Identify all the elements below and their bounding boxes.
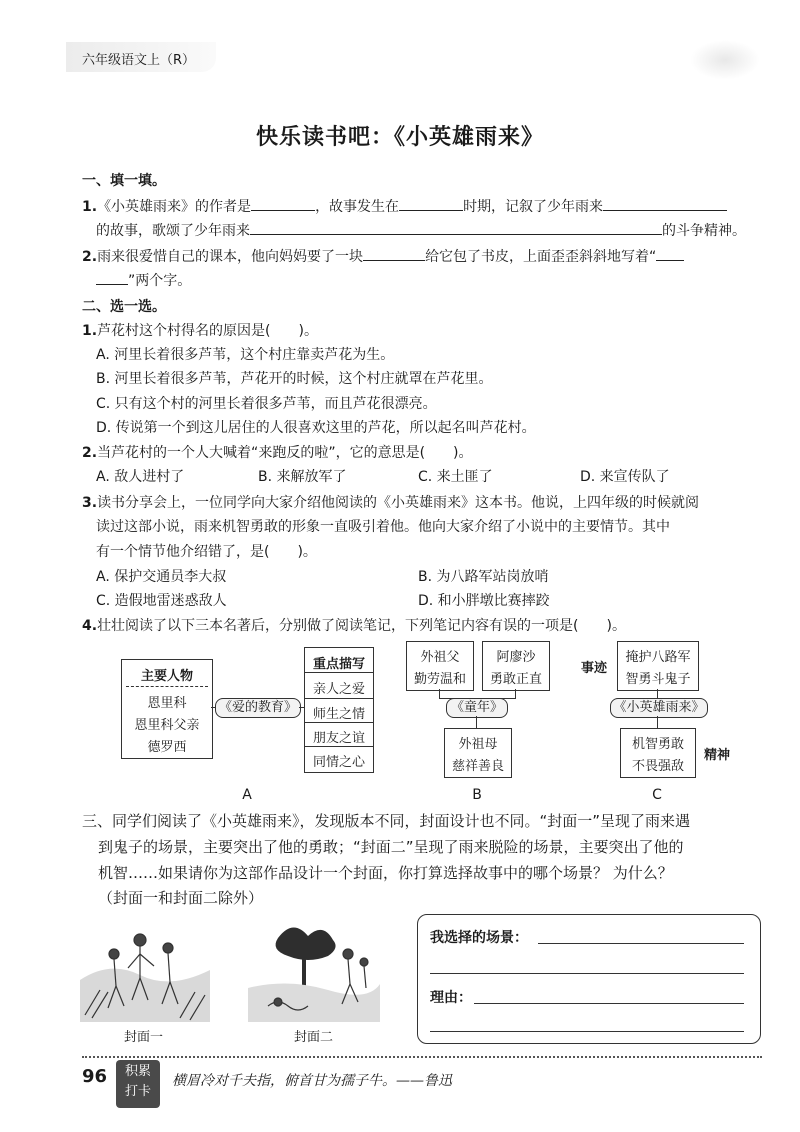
diagram-a-focus-2: 师生之情 — [312, 707, 365, 722]
diagram-a-char-3: 德罗西 — [147, 740, 187, 755]
footer-quote: 横眉冷对千夫指，俯首甘为孺子牛。——鲁迅 — [172, 1073, 452, 1089]
footer-divider — [82, 1056, 762, 1058]
connector — [515, 689, 516, 698]
diagram-b-grandmother: 外祖母 — [458, 737, 498, 752]
s2-q1-text: 芦花村这个村得名的原因是( )。 — [97, 323, 318, 339]
s2-q2-text: 当芦花村的一个人大喊着“来跑反的啦”，它的意思是( )。 — [97, 445, 473, 461]
s2-q3-l1: 读书分享会上，一位同学向大家介绍他阅读的《小英雄雨来》这本书。他说，上四年级的时候就阅 — [97, 495, 700, 511]
answer-scene-label: 我选择的场景： — [430, 930, 528, 946]
diagram-a-label: A — [242, 787, 252, 803]
s2-q3-line1 — [82, 492, 699, 512]
diagram-c-deeds-tag: 事迹 — [581, 661, 608, 676]
blank-spirit[interactable] — [250, 220, 662, 235]
answer-box — [417, 914, 761, 1044]
cover1-illustration — [80, 920, 210, 1022]
divider — [305, 722, 373, 723]
diagram-c-spirit-1: 机智勇敢 — [631, 737, 684, 752]
s2-q3-opt-d[interactable]: D. 和小胖墩比赛摔跤 — [418, 593, 550, 609]
s1-q1-t2: ，故事发生在 — [315, 199, 400, 215]
s2-q3-num: 3. — [82, 495, 98, 511]
diagram-b-grandfather-trait: 勤劳温和 — [413, 672, 466, 687]
blank-author[interactable] — [251, 196, 315, 211]
s1-q1-line1 — [82, 196, 727, 216]
diagram-a-focus-box — [304, 647, 374, 773]
diagram-c-deed-2: 智勇斗鬼子 — [625, 672, 691, 687]
diagram-c-deeds-box — [617, 641, 699, 691]
s1-q1-t5: 的斗争精神。 — [662, 223, 746, 239]
corner-decoration — [690, 40, 760, 80]
diagram-b-box-grandmother — [444, 728, 512, 778]
s2-q3-opt-b[interactable]: B. 为八路军站岗放哨 — [418, 569, 549, 585]
s3-line3: 机智……如果请你为这部作品设计一个封面，你打算选择故事中的哪个场景？ 为什么？ — [98, 864, 673, 882]
diagram-b-label: B — [472, 787, 482, 803]
s2-q2-opt-b[interactable]: B. 来解放军了 — [258, 469, 347, 485]
answer-reason-label: 理由： — [430, 990, 472, 1006]
subject-label: 六年级语文上（R） — [82, 53, 196, 68]
s1-q2-line2 — [96, 270, 191, 290]
s2-q2 — [82, 442, 473, 462]
cover2-caption: 封面二 — [294, 1030, 334, 1045]
answer-line-4[interactable] — [430, 1031, 744, 1032]
connector — [657, 689, 658, 698]
diagram-a-book: 《爱的教育》 — [215, 698, 301, 718]
divider — [126, 686, 208, 687]
s2-q2-opt-c[interactable]: C. 来土匪了 — [418, 469, 493, 485]
divider — [305, 672, 373, 673]
divider — [305, 698, 373, 699]
badge-line1: 积累 — [124, 1064, 151, 1079]
connector — [476, 716, 477, 728]
diagram-b-alyosha-trait: 勇敢正直 — [489, 672, 542, 687]
diagram-a-char-1: 恩里科 — [147, 696, 187, 711]
blank-period[interactable] — [399, 196, 463, 211]
s2-q3-opt-a[interactable]: A. 保护交通员李大叔 — [96, 569, 227, 585]
s1-q1-t4: 的故事，歌颂了少年雨来 — [96, 223, 250, 239]
diagram-b-box-grandfather — [406, 641, 474, 691]
diagram-a-focus-4: 同情之心 — [312, 755, 365, 770]
s2-q3-l3: 有一个情节他介绍错了，是( )。 — [96, 544, 317, 560]
answer-scene-line[interactable] — [538, 943, 744, 944]
diagram-c-book: 《小英雄雨来》 — [610, 698, 708, 718]
diagram-b-box-alyosha — [482, 641, 550, 691]
s2-q1-opt-c[interactable]: C. 只有这个村的河里长着很多芦苇，而且芦花很漂亮。 — [96, 396, 437, 412]
s2-q3-l2: 读过这部小说，雨来机智勇敢的形象一直吸引着他。他向大家介绍了小说中的主要情节。其中 — [96, 519, 670, 535]
diagram-a-focus-title: 重点描写 — [312, 657, 365, 672]
s2-q1-opt-d[interactable]: D. 传说第一个到这儿居住的人很喜欢这里的芦花，所以起名叫芦花村。 — [96, 420, 536, 436]
s2-q4-num: 4. — [82, 618, 98, 634]
diagram-a-characters-box — [121, 659, 213, 759]
s1-q2-line1 — [82, 246, 684, 266]
blank-words-b[interactable] — [96, 270, 128, 285]
s2-q1-num: 1. — [82, 323, 98, 339]
divider — [305, 746, 373, 747]
diagram-a-focus-3: 朋友之谊 — [312, 731, 365, 746]
diagram-c-spirit-box — [620, 728, 696, 778]
section2-heading: 二、选一选。 — [82, 299, 166, 315]
subject-tag — [66, 42, 216, 72]
s2-q1-opt-a[interactable]: A. 河里长着很多芦苇，这个村庄靠卖芦花为生。 — [96, 347, 395, 363]
s3-line2: 到鬼子的场景，主要突出了他的勇敢；“封面二”呈现了雨来脱险的场景，主要突出了他的 — [98, 838, 684, 856]
s1-q1-line2 — [96, 220, 746, 240]
diagram-b-alyosha: 阿廖沙 — [496, 650, 536, 665]
s1-q2-t2: 给它包了书皮，上面歪歪斜斜地写着“ — [425, 249, 657, 265]
s1-q1-num: 1. — [82, 199, 98, 215]
section1-heading: 一、填一填。 — [82, 173, 166, 189]
s1-q2-num: 2. — [82, 249, 98, 265]
diagram-a-char-2: 恩里科父亲 — [134, 718, 200, 733]
s3-line1: 三、同学们阅读了《小英雄雨来》，发现版本不同，封面设计也不同。“封面一”呈现了雨来遇 — [82, 812, 691, 830]
diagram-b-grandfather: 外祖父 — [420, 650, 460, 665]
accumulate-badge — [116, 1060, 160, 1108]
cover1-caption: 封面一 — [124, 1030, 164, 1045]
s2-q2-num: 2. — [82, 445, 98, 461]
s3-line4: （封面一和封面二除外） — [98, 889, 264, 907]
page-number: 96 — [82, 1066, 108, 1087]
diagram-c-label: C — [652, 787, 662, 803]
s1-q1-t3: 时期，记叙了少年雨来 — [463, 199, 604, 215]
diagram-c-deed-1: 掩护八路军 — [625, 650, 691, 665]
page-title: 快乐读书吧：《小英雄雨来》 — [255, 125, 544, 150]
s1-q1-t1: 《小英雄雨来》的作者是 — [97, 199, 252, 215]
s2-q2-opt-d[interactable]: D. 来宣传队了 — [580, 469, 670, 485]
diagram-a-characters-title: 主要人物 — [140, 669, 193, 684]
s2-q4-text: 壮壮阅读了以下三本名著后，分别做了阅读笔记，下列笔记内容有误的一项是( )。 — [97, 618, 626, 634]
s2-q3-opt-c[interactable]: C. 造假地雷迷惑敌人 — [96, 593, 227, 609]
s2-q2-opt-a[interactable]: A. 敌人进村了 — [96, 469, 185, 485]
blank-story[interactable] — [603, 196, 727, 211]
badge-line2: 打卡 — [124, 1084, 151, 1099]
blank-words-a[interactable] — [656, 246, 684, 261]
s2-q1-opt-b[interactable]: B. 河里长着很多芦苇，芦花开的时候，这个村庄就罩在芦花里。 — [96, 371, 493, 387]
diagram-b-book: 《童年》 — [446, 698, 508, 718]
answer-line-2[interactable] — [430, 973, 744, 974]
answer-reason-line[interactable] — [474, 1003, 744, 1004]
blank-cover[interactable] — [363, 246, 425, 261]
diagram-a-focus-1: 亲人之爱 — [312, 682, 365, 697]
diagram-c-spirit-2: 不畏强敌 — [631, 759, 684, 774]
diagram-b-grandmother-trait: 慈祥善良 — [451, 759, 504, 774]
connector — [657, 716, 658, 728]
s2-q1 — [82, 320, 318, 340]
s1-q2-t1: 雨来很爱惜自己的课本，他向妈妈要了一块 — [97, 249, 364, 265]
s2-q4 — [82, 615, 626, 635]
diagram-c-spirit-tag: 精神 — [704, 748, 731, 763]
cover2-illustration — [248, 918, 380, 1022]
connector — [439, 689, 440, 698]
s1-q2-t3: ”两个字。 — [128, 273, 192, 289]
